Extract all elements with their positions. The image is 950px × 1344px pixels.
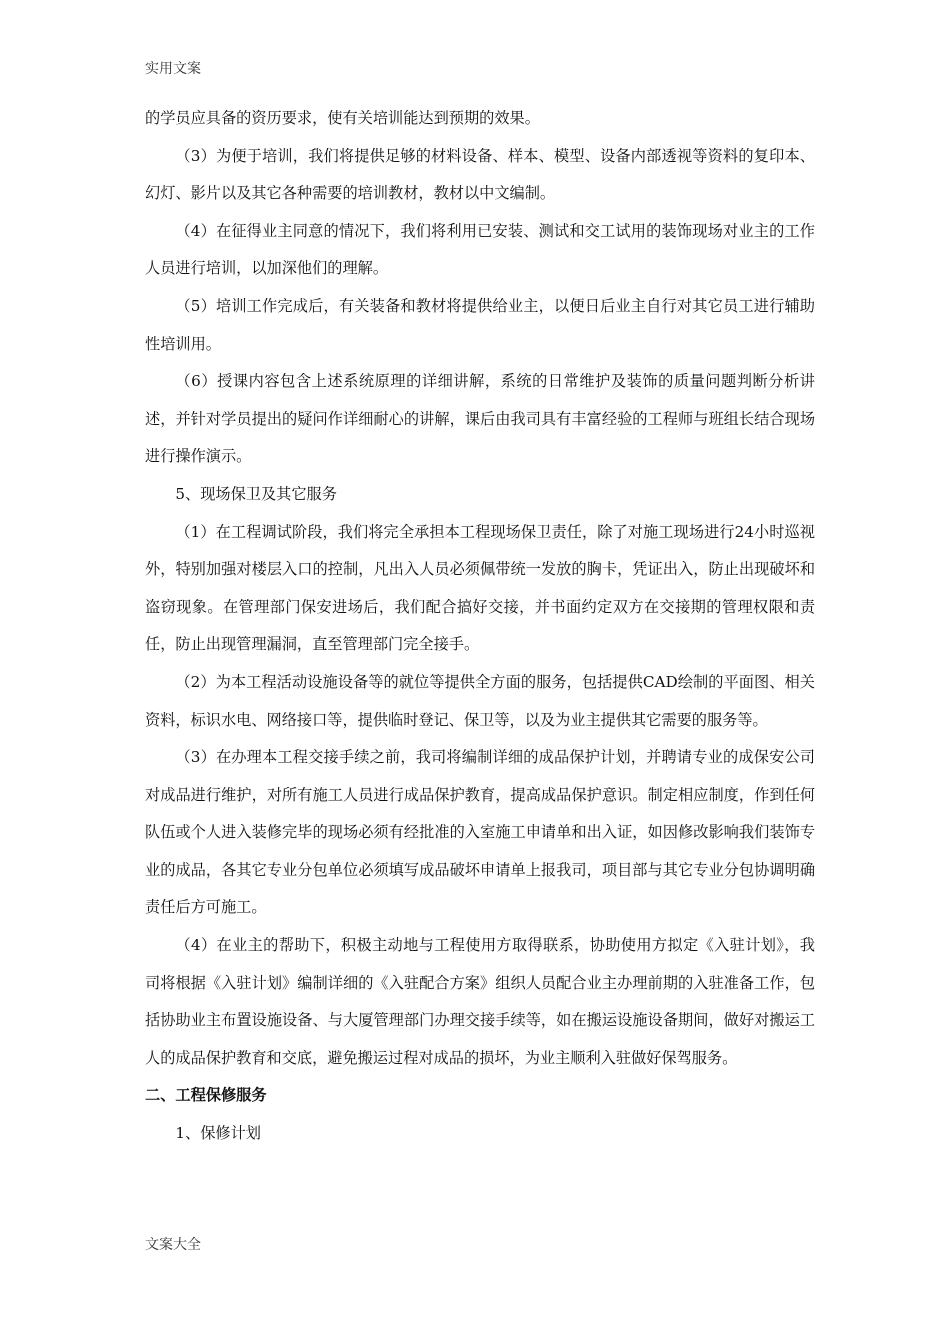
chapter-heading: 二、工程保修服务 (145, 1086, 267, 1105)
section-heading: 5、现场保卫及其它服务 (175, 484, 337, 503)
paragraph: （3）在办理本工程交接手续之前，我司将编制详细的成品保护计划，并聘请专业的成保安公司对成品进行维护，对所有施工人员进行成品保护教育，提高成品保护意识。制定相应制度，作到任何队伍或个人进入装修完毕的现场必须有经批准的入室施工申请单和出入证，如因修改影响我们装饰专业的成品，各其它专业分包单位必须填写成品破坏申请单上报我司，项目部与其它专业分包协调明确责任后方可施工。 (145, 748, 815, 917)
paragraph: （2）为本工程活动设施设备等的就位等提供全方面的服务，包括提供CAD绘制的平面图、相关资料，标识水电、网络接口等，提供临时登记、保卫等，以及为业主提供其它需要的服务等。 (145, 672, 815, 729)
paragraph: （4）在业主的帮助下，积极主动地与工程使用方取得联系，协助使用方拟定《入驻计划》，我司将根据《入驻计划》编制详细的《入驻配合方案》组织人员配合业主办理前期的入驻准备工作，包括协助业主布置设施设备、与大厦管理部门办理交接手续等，如在搬运设施设备期间，做好对搬运工人的成品保护教育和交底，避免搬运过程对成品的损坏，为业主顺利入驻做好保驾服务。 (145, 936, 815, 1067)
paragraph: （3）为便于培训，我们将提供足够的材料设备、样本、模型、设备内部透视等资料的复印本、幻灯、影片以及其它各种需要的培训教材，教材以中文编制。 (145, 146, 815, 203)
document-body (145, 100, 815, 1153)
paragraph: （1）在工程调试阶段，我们将完全承担本工程现场保卫责任，除了对施工现场进行24小时巡视外，特别加强对楼层入口的控制，凡出入人员必须佩带统一发放的胸卡，凭证出入，防止出现破坏和盗窃现象。在管理部门保安进场后，我们配合搞好交接，并书面约定双方在交接期的管理权限和责任，防止出现管理漏洞，直至管理部门完全接手。 (145, 522, 815, 654)
paragraph: （6）授课内容包含上述系统原理的详细讲解，系统的日常维护及装饰的质量问题判断分析讲述，并针对学员提出的疑问作详细耐心的讲解，课后由我司具有丰富经验的工程师与班组长结合现场进行操作演示。 (145, 372, 815, 466)
page-header: 实用文案 (145, 61, 201, 77)
paragraph: （4）在征得业主同意的情况下，我们将利用已安装、测试和交工试用的装饰现场对业主的工作人员进行培训，以加深他们的理解。 (145, 221, 815, 278)
paragraph: （5）培训工作完成后，有关装备和教材将提供给业主，以便日后业主自行对其它员工进行辅助性培训用。 (145, 296, 815, 353)
section-heading: 1、保修计划 (175, 1124, 261, 1143)
paragraph: 的学员应具备的资历要求，使有关培训能达到预期的效果。 (145, 109, 540, 127)
page-footer: 文案大全 (145, 1237, 201, 1253)
